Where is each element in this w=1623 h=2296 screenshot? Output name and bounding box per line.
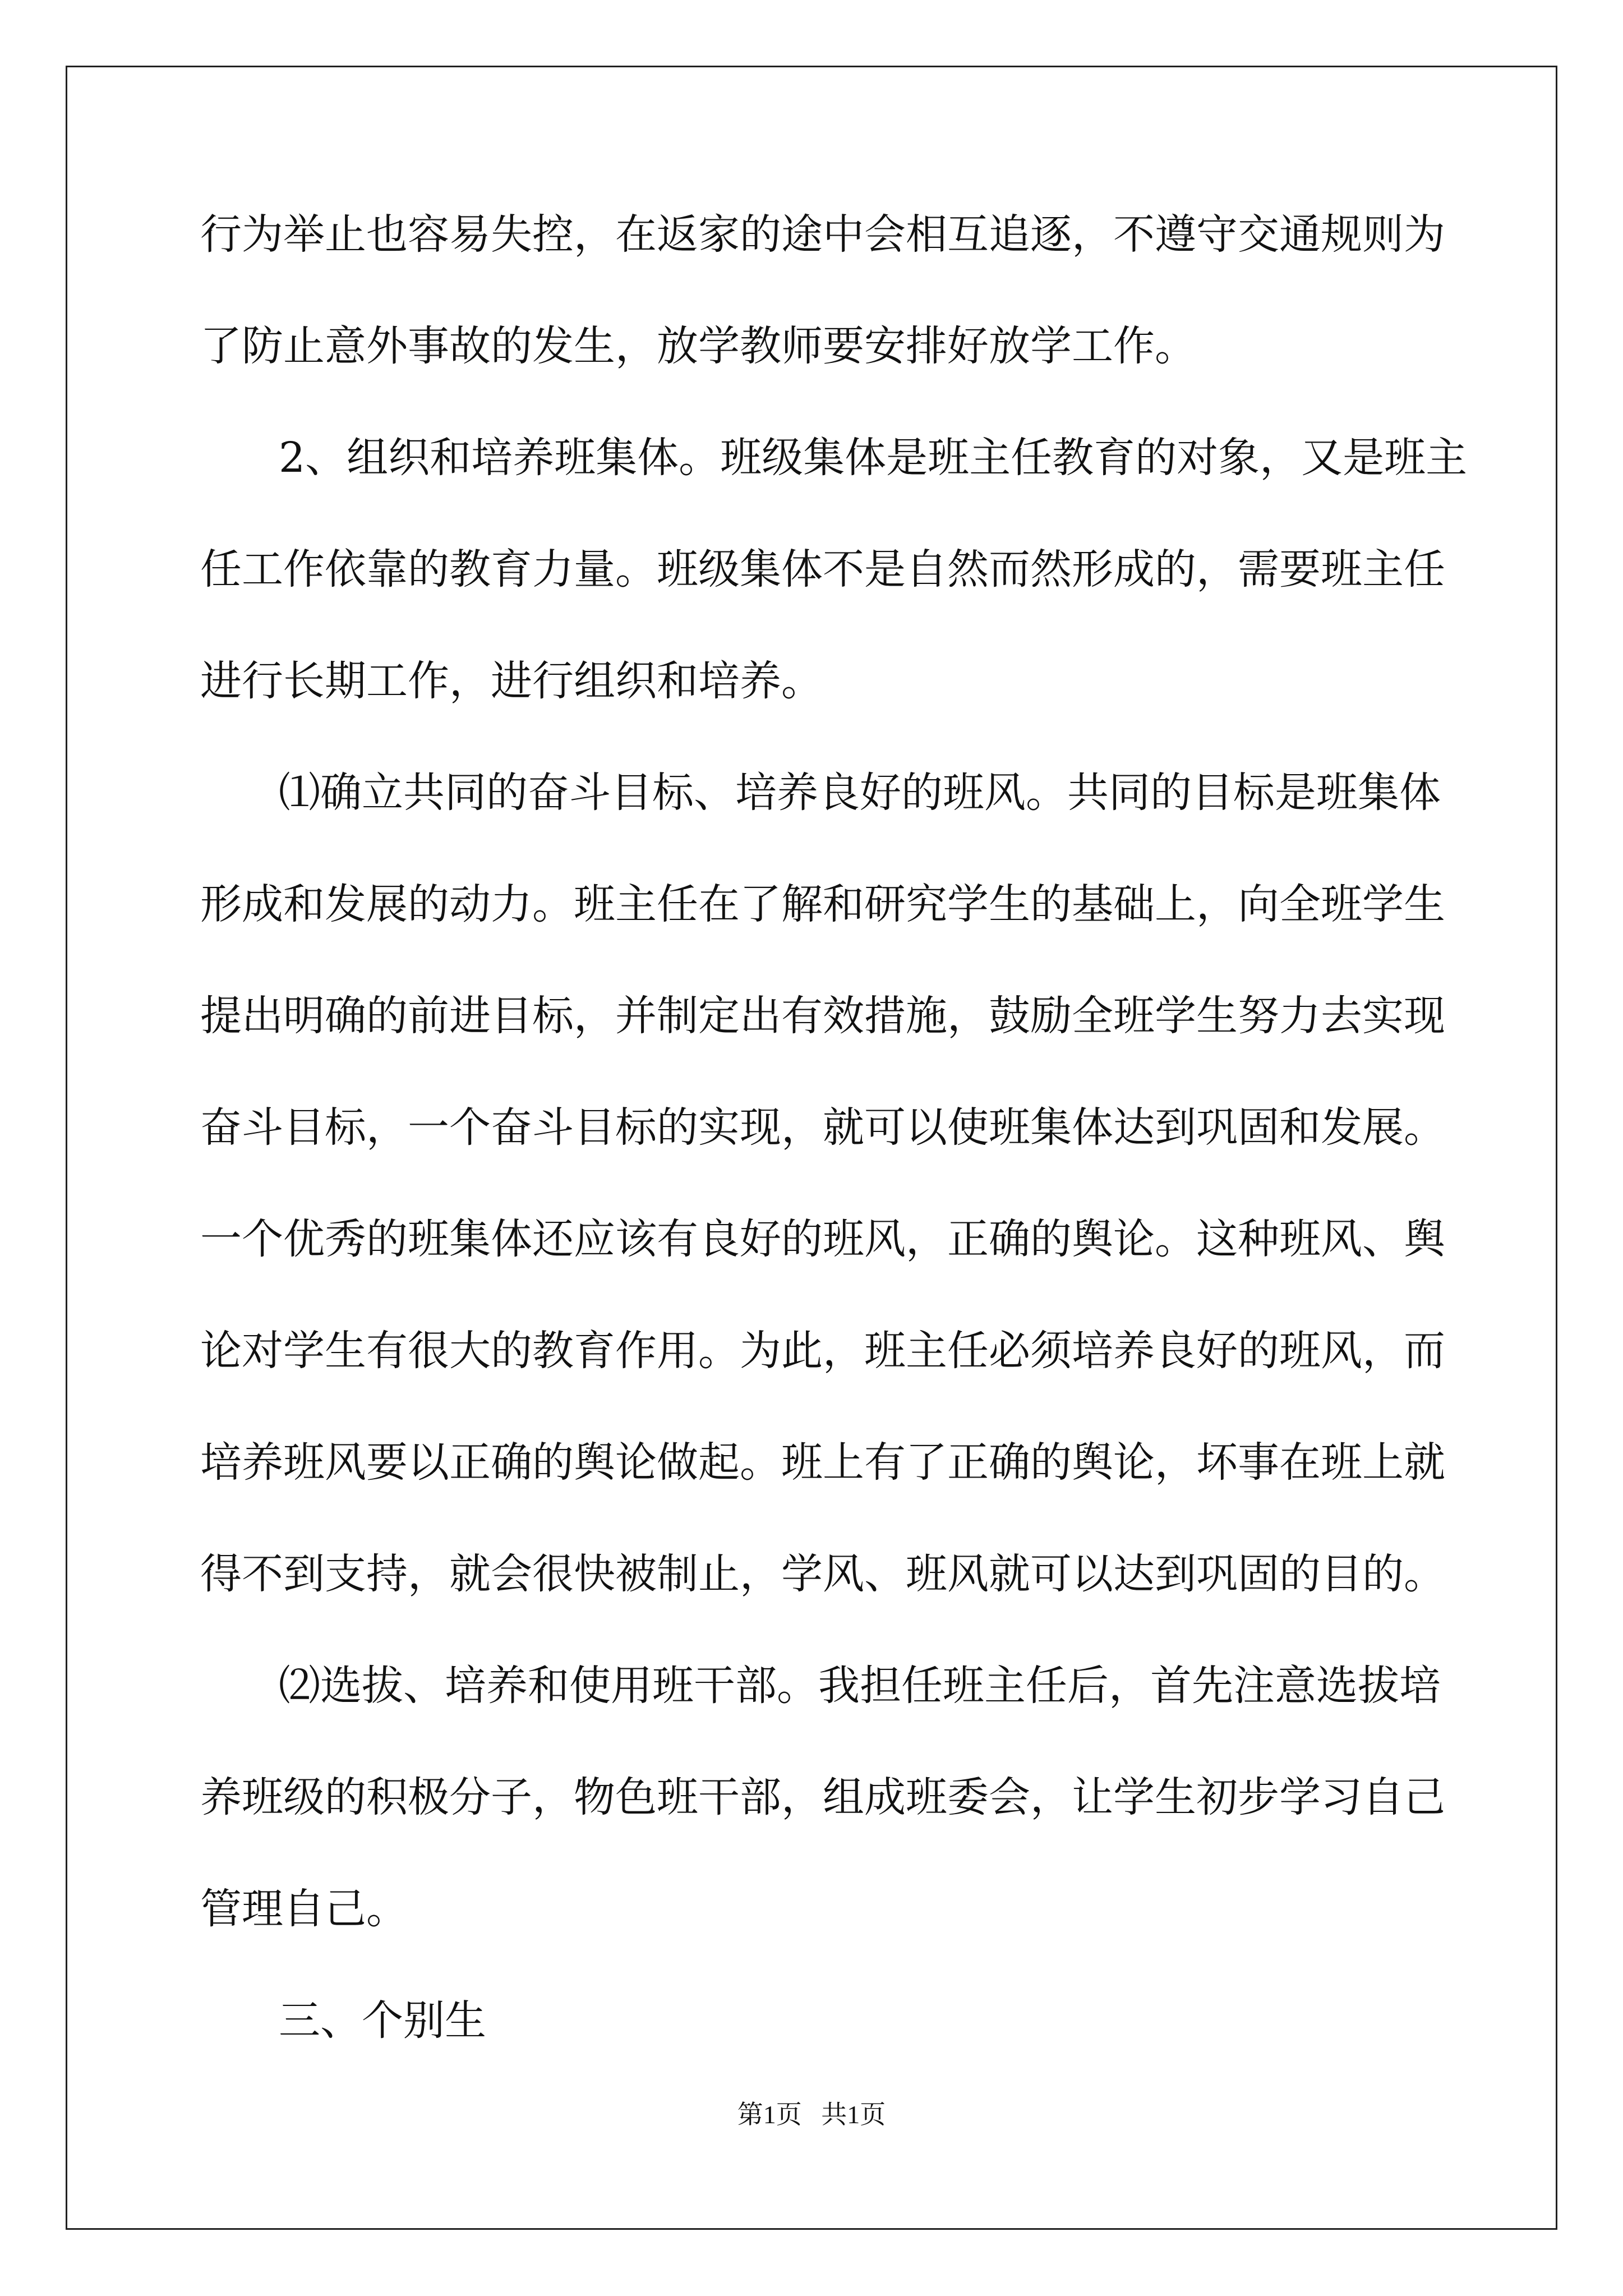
text-line: 一个优秀的班集体还应该有良好的班风，正确的舆论。这种班风、舆 [200,1215,1445,1263]
text-line: 管理自己。 [200,1885,408,1933]
text-line: 了防止意外事故的发生，放学教师要安排好放学工作。 [200,322,1196,370]
section-heading: 三、个别生 [279,1996,486,2045]
text-line: 进行长期工作，进行组织和培养。 [200,657,823,705]
text-line: 提出明确的前进目标，并制定出有效措施，鼓励全班学生努力去实现 [200,992,1445,1040]
text-line: 培养班风要以正确的舆论做起。班上有了正确的舆论，坏事在班上就 [200,1438,1445,1487]
paragraph-start-line: ⑵选拔、培养和使用班干部。我担任班主任后，首先注意选拔培 [279,1662,1441,1710]
paragraph-start-line: 2、组织和培养班集体。班级集体是班主任教育的对象，又是班主 [279,434,1468,482]
text-line: 养班级的积极分子，物色班干部，组成班委会，让学生初步学习自己 [200,1773,1445,1821]
text-line: 得不到支持，就会很快被制止，学风、班风就可以达到巩固的目的。 [200,1550,1445,1598]
document-body [200,208,1468,2105]
text-line: 行为举止也容易失控，在返家的途中会相互追逐，不遵守交通规则为 [200,210,1445,259]
text-line: 形成和发展的动力。班主任在了解和研究学生的基础上，向全班学生 [200,880,1445,928]
text-line: 任工作依靠的教育力量。班级集体不是自然而然形成的，需要班主任 [200,545,1445,593]
text-line: 奋斗目标，一个奋斗目标的实现，就可以使班集体达到巩固和发展。 [200,1103,1445,1152]
page-footer: 第1页 共1页 [737,2100,886,2129]
paragraph-start-line: ⑴确立共同的奋斗目标、培养良好的班风。共同的目标是班集体 [279,769,1441,817]
text-line: 论对学生有很大的教育作用。为此，班主任必须培养良好的班风，而 [200,1327,1445,1375]
